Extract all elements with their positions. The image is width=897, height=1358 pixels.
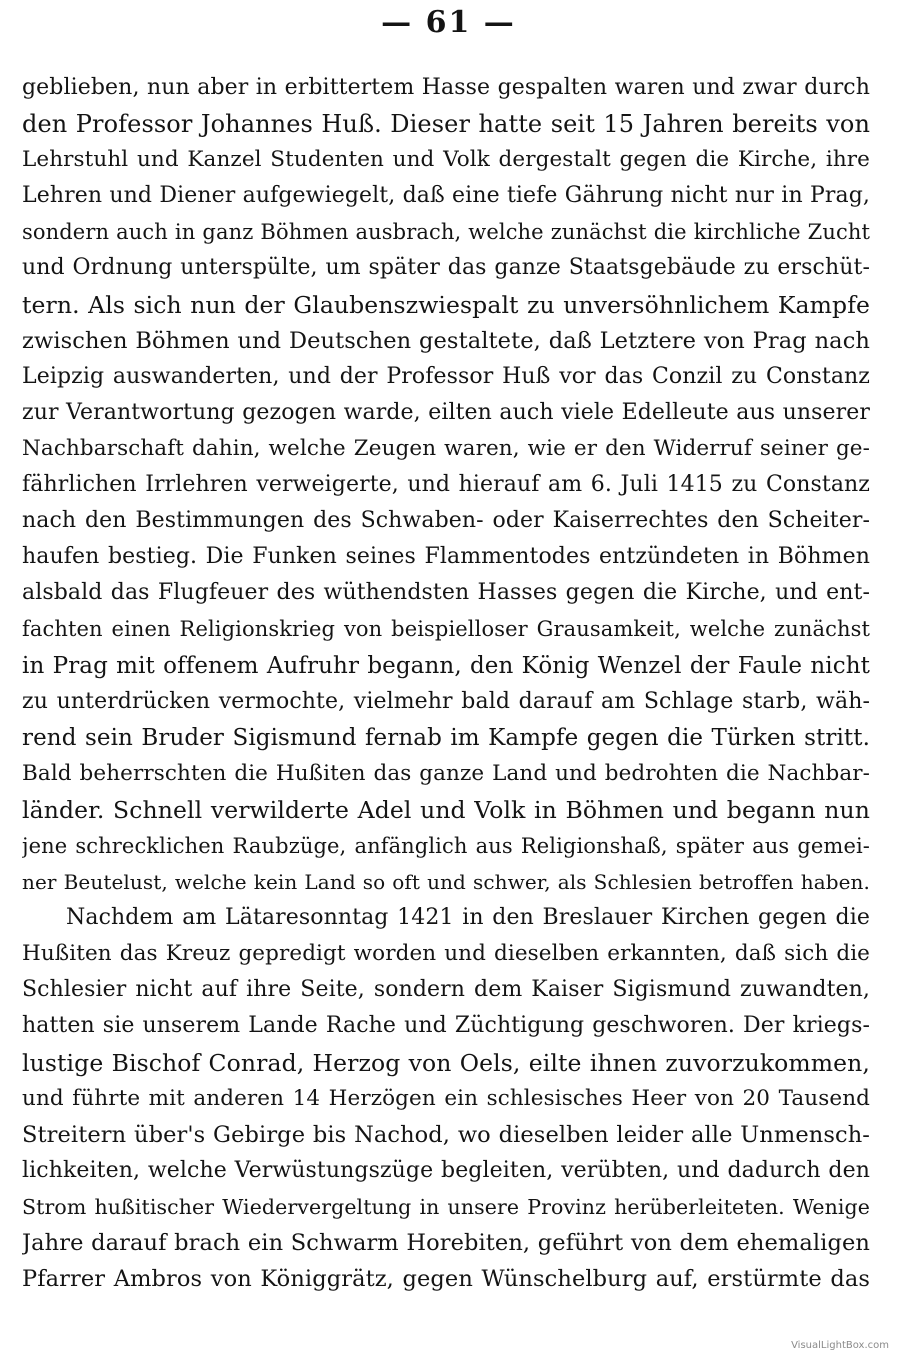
text-line: rend sein Bruder Sigismund fernab im Kampfe gegen die Türken stritt. bbox=[22, 724, 870, 751]
text-line: Leipzig auswanderten, und der Professor Huß vor das Conzil zu Constanz bbox=[22, 363, 870, 389]
text-line: Strom hußitischer Wiedervergeltung in unsere Provinz herüberleiteten. Wenige bbox=[22, 1194, 870, 1219]
text-line: zur Verantwortung gezogen warde, eilten auch viele Edelleute aus unserer bbox=[22, 399, 870, 425]
text-line: tern. Als sich nun der Glaubenszwiespalt zu unversöhnlichem Kampfe bbox=[22, 290, 870, 319]
text-line: Bald beherrschten die Hußiten das ganze Land und bedrohten die Nachbar- bbox=[22, 760, 870, 786]
text-line: Lehren und Diener aufgewiegelt, daß eine tiefe Gährung nicht nur in Prag, bbox=[22, 183, 870, 209]
body-text bbox=[22, 70, 870, 1297]
text-line: lustige Bischof Conrad, Herzog von Oels, eilte ihnen zuvorzukommen, bbox=[22, 1048, 870, 1077]
text-line: geblieben, nun aber in erbittertem Hasse gespalten waren und zwar durch bbox=[22, 75, 870, 100]
text-line: Nachdem am Lätaresonntag 1421 in den Breslauer Kirchen gegen die bbox=[66, 905, 870, 931]
text-line: zwischen Böhmen und Deutschen gestaltete, daß Letztere von Prag nach bbox=[22, 327, 870, 354]
text-line: Schlesier nicht auf ihre Seite, sondern dem Kaiser Sigismund zuwandten, bbox=[22, 977, 870, 1003]
text-line: Streitern über's Gebirge bis Nachod, wo dieselben leider alle Unmensch- bbox=[22, 1121, 870, 1148]
text-line: Jahre darauf brach ein Schwarm Horebiten, geführt von dem ehemaligen bbox=[22, 1230, 870, 1256]
text-line: ner Beutelust, welche kein Land so oft und schwer, als Schlesien betroffen haben. bbox=[22, 870, 870, 895]
text-line: sondern auch in ganz Böhmen ausbrach, welche zunächst die kirchliche Zucht bbox=[22, 220, 870, 245]
page-number: — 61 — bbox=[381, 5, 516, 40]
text-line: haufen bestieg. Die Funken seines Flammentodes entzündeten in Böhmen bbox=[22, 544, 870, 570]
text-line: hatten sie unserem Lande Rache und Züchtigung geschworen. Der kriegs- bbox=[22, 1013, 870, 1039]
text-line: nach den Bestimmungen des Schwaben- oder Kaiserrechtes den Scheiter- bbox=[22, 508, 870, 534]
text-line: in Prag mit offenem Aufruhr begann, den König Wenzel der Faule nicht bbox=[22, 652, 870, 679]
text-line: länder. Schnell verwilderte Adel und Volk in Böhmen und begann nun bbox=[22, 795, 870, 824]
text-line: Lehrstuhl und Kanzel Studenten und Volk dergestalt gegen die Kirche, ihre bbox=[22, 147, 870, 173]
text-line: fachten einen Religionskrieg von beispielloser Grausamkeit, welche zunächst bbox=[22, 617, 870, 642]
text-line: und führte mit anderen 14 Herzögen ein schlesisches Heer von 20 Tausend bbox=[22, 1085, 870, 1111]
text-line: fährlichen Irrlehren verweigerte, und hierauf am 6. Juli 1415 zu Constanz bbox=[22, 472, 870, 498]
text-line: alsbald das Flugfeuer des wüthendsten Hasses gegen die Kirche, und ent- bbox=[22, 580, 870, 606]
text-line: jene schrecklichen Raubzüge, anfänglich aus Religionshaß, später aus gemei- bbox=[22, 833, 870, 858]
text-line: und Ordnung unterspülte, um später das ganze Staatsgebäude zu erschüt- bbox=[22, 255, 870, 281]
text-line: Pfarrer Ambros von Königgrätz, gegen Wünschelburg auf, erstürmte das bbox=[22, 1266, 870, 1293]
watermark: VisualLightBox.com bbox=[791, 1340, 889, 1351]
text-line: Nachbarschaft dahin, welche Zeugen waren, wie er den Widerruf seiner ge- bbox=[22, 435, 870, 461]
text-line: zu unterdrücken vermochte, vielmehr bald darauf am Schlage starb, wäh- bbox=[22, 688, 870, 714]
text-line: den Professor Johannes Huß. Dieser hatte seit 15 Jahren bereits von bbox=[22, 110, 870, 139]
text-line: lichkeiten, welche Verwüstungszüge begleiten, verübten, und dadurch den bbox=[22, 1157, 870, 1183]
text-line: Hußiten das Kreuz gepredigt worden und dieselben erkannten, daß sich die bbox=[22, 941, 870, 967]
